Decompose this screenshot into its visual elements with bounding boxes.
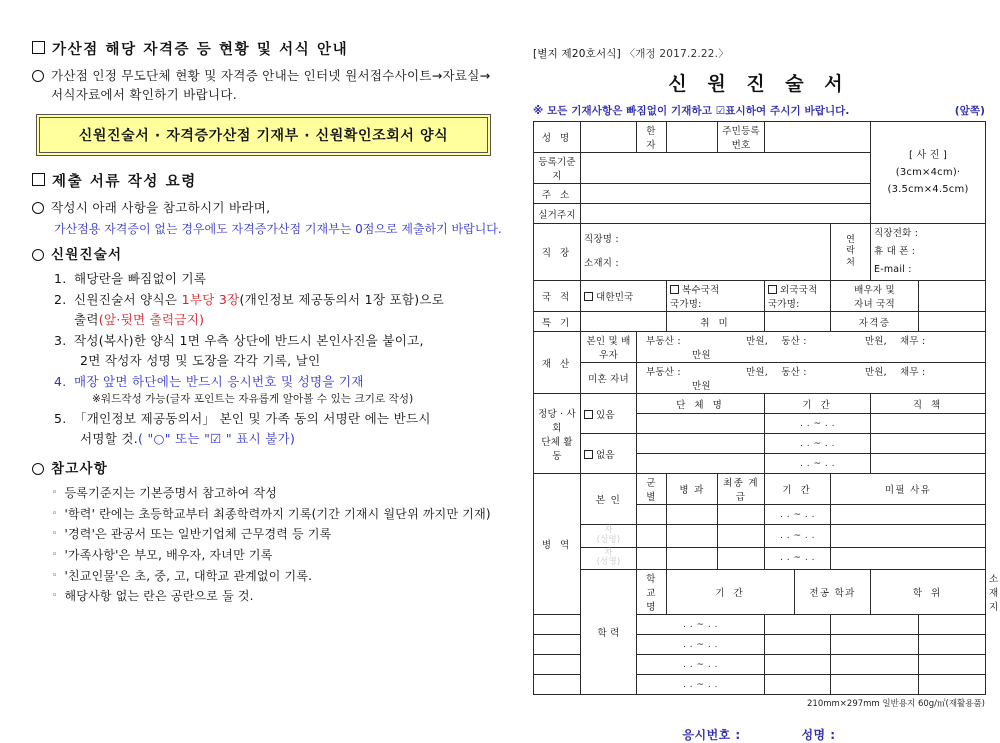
section1-bullet — [32, 66, 502, 105]
field-major-4[interactable] — [765, 675, 831, 695]
section3-heading-text: 참고사항 — [51, 460, 108, 477]
checkbox-icon[interactable] — [584, 450, 593, 459]
section2-subheading — [32, 245, 502, 266]
list-item-4-note: ※워드작성 가능(글자 포인트는 자유롭게 알아볼 수 있는 크기로 작성) — [92, 393, 414, 406]
label-phone-work: 직장전화 : — [874, 228, 919, 239]
field-workplace-details[interactable] — [581, 224, 831, 281]
small-circle-bullet-icon: ◦ — [52, 549, 58, 560]
field-position-3[interactable] — [871, 454, 986, 474]
form-footer — [533, 726, 985, 743]
field-position-2[interactable] — [871, 434, 986, 454]
reference-note-1 — [52, 483, 502, 504]
label-email: E-mail : — [874, 264, 912, 276]
field-reason-child1[interactable] — [831, 525, 986, 548]
label-child1-char: 자 — [604, 525, 613, 536]
label-nationality: 국 적 — [534, 281, 581, 312]
field-degree-2[interactable] — [831, 635, 919, 655]
table-row-military-child1 — [534, 525, 986, 548]
label-military-self: 본 인 — [581, 474, 637, 525]
list-item-4-text — [74, 372, 502, 408]
label-debt-1: 채무 : — [900, 336, 926, 348]
checkbox-nationality-foreign[interactable] — [765, 281, 831, 312]
field-reason-self[interactable] — [831, 505, 986, 525]
label-party-activity — [534, 394, 581, 474]
field-org-name-2[interactable] — [637, 434, 765, 454]
field-degree-4[interactable] — [831, 675, 919, 695]
field-address-value[interactable] — [581, 184, 871, 204]
label-spouse-child-nationality — [831, 281, 919, 312]
unit-realestate-1: 만원, — [746, 336, 768, 348]
list-item-2-number: 2. — [54, 292, 67, 308]
list-item-5-line2-blue: ( "○" 또는 "☑ " 표시 불가) — [138, 430, 296, 446]
unit-movable-1: 만원, — [864, 336, 887, 348]
list-item-5-number: 5. — [54, 410, 67, 426]
reference-note-4-text: '가족사항'은 부모, 배우자, 자녀만 기록 — [64, 547, 273, 562]
label-education: 학 력 — [581, 570, 637, 695]
table-row-nationality — [534, 281, 986, 312]
yellow-banner — [36, 114, 491, 156]
table-row-name — [534, 122, 986, 153]
label-party-none: 없음 — [596, 449, 615, 461]
list-item-3 — [54, 331, 502, 371]
field-property-self[interactable] — [637, 332, 986, 363]
list-item-3-text — [74, 331, 502, 371]
circle-bullet-icon — [32, 70, 44, 82]
label-party-line2: 단체 활동 — [541, 436, 573, 462]
label-address: 주 소 — [534, 184, 581, 204]
small-circle-bullet-icon: ◦ — [52, 570, 58, 581]
reference-note-2 — [52, 504, 502, 525]
field-school-3[interactable] — [534, 655, 581, 675]
column-header-period-military: 기 간 — [765, 474, 831, 505]
list-item-5-line1: 「개인정보 제공동의서」 본인 및 가족 동의 서명란 에는 반드시 — [74, 410, 431, 426]
small-circle-bullet-icon: ◦ — [52, 487, 58, 498]
unit-movable-2: 만원, — [864, 367, 887, 379]
field-org-name-1[interactable] — [637, 414, 765, 434]
field-type-child1[interactable] — [667, 525, 718, 548]
circle-bullet-icon — [32, 202, 44, 214]
form-number-line — [533, 46, 985, 61]
label-debt-2: 채무 : — [900, 367, 926, 379]
form-number: [별지 제20호서식] — [533, 48, 621, 60]
table-row-property-child — [534, 363, 986, 394]
reference-notes-list — [52, 483, 502, 607]
label-nat-multi: 복수국적 — [682, 285, 720, 297]
field-period-self[interactable]: . . ~ . . — [765, 505, 831, 525]
label-hanja: 한 자 — [637, 122, 667, 153]
list-item-2-line2-red: (앞·뒷면 출력금지) — [98, 312, 205, 328]
footer-exam-number-label: 응시번호 : — [682, 728, 741, 743]
small-circle-bullet-icon: ◦ — [52, 508, 58, 519]
column-header-school-name: 학 교 명 — [637, 570, 667, 615]
label-child2-char: 자 — [604, 547, 613, 558]
personal-statement-table — [533, 121, 1000, 695]
list-item-2-mid: (개인정보 제공동의서 1장 포함)으로 — [239, 292, 445, 308]
field-hobby-value[interactable] — [765, 312, 831, 332]
field-location-2[interactable] — [919, 635, 986, 655]
section3-heading — [32, 459, 502, 480]
label-contact-char1: 연 — [846, 235, 855, 246]
column-header-service-type: 병 과 — [667, 474, 718, 505]
footer-name-label: 성명 : — [801, 728, 836, 743]
field-period-party-2[interactable]: . . ~ . . — [765, 434, 871, 454]
section2-bullet1-blue-note: 가산점용 자격증이 없는 경우에도 자격증가산점 기재부는 0점으로 제출하기 바랍니다. — [54, 222, 502, 237]
circle-bullet-icon — [32, 249, 44, 261]
label-child1-name: (성명) — [596, 534, 621, 545]
reference-note-2-text: '학력' 란에는 초등학교부터 최종학력까지 기록(기간 기재시 월단위 까지만 기재) — [64, 506, 491, 521]
field-period-party-3[interactable]: . . ~ . . — [765, 454, 871, 474]
label-license: 자격증 — [831, 312, 919, 332]
field-rank-child2[interactable] — [718, 547, 765, 570]
reference-note-3 — [52, 524, 502, 545]
table-row-party-header — [534, 394, 986, 414]
circle-bullet-icon — [32, 463, 44, 475]
field-hanja-value[interactable] — [667, 122, 718, 153]
label-party-has: 있음 — [596, 409, 615, 421]
field-residence-value[interactable] — [581, 204, 871, 224]
section2-subheading-text: 신원진술서 — [51, 247, 123, 264]
checkbox-icon[interactable] — [768, 285, 777, 294]
right-form-column — [533, 46, 1000, 743]
table-row-property-self — [534, 332, 986, 363]
unit-debt-1: 만원 — [692, 350, 711, 362]
list-item-3-number: 3. — [54, 333, 67, 349]
list-item-2-pre: 신원진술서 양식은 — [74, 292, 182, 308]
field-degree-1[interactable] — [831, 615, 919, 635]
field-period-party-1[interactable]: . . ~ . . — [765, 414, 871, 434]
column-header-org-name: 단 체 명 — [637, 394, 765, 414]
label-registry: 등록기준지 — [534, 153, 581, 184]
list-item-4-number: 4. — [54, 374, 67, 390]
field-period-child1[interactable]: . . ~ . . — [765, 525, 831, 548]
label-military-child-1 — [581, 525, 637, 548]
small-circle-bullet-icon: ◦ — [52, 529, 58, 540]
label-self-spouse: 본인 및 배우자 — [581, 332, 637, 363]
section1-bullet-text: 가산점 인정 무도단체 현황 및 자격증 안내는 인터넷 원서접수사이트→자료실→서식자료에서 확인하기 바랍니다. — [51, 68, 491, 103]
checkbox-icon[interactable] — [584, 410, 593, 419]
list-item-2 — [54, 290, 502, 330]
label-workplace-location: 소재지 : — [584, 258, 619, 270]
list-item-2-line2-pre: 출력 — [74, 312, 99, 328]
checkbox-icon[interactable] — [584, 292, 593, 301]
field-type-self[interactable] — [667, 505, 718, 525]
table-row-military-child2 — [534, 547, 986, 570]
label-rrn: 주민등록번호 — [718, 122, 765, 153]
field-rrn-value[interactable] — [765, 122, 871, 153]
label-contact-vertical — [831, 224, 871, 281]
table-row-party-none — [534, 434, 986, 454]
list-item-1 — [54, 269, 502, 289]
form-notice-text: ※ 모든 기재사항은 빠짐없이 기재하고 ☑표시하여 주시기 바랍니다. — [533, 105, 850, 117]
label-realestate-1: 부동산 : — [646, 336, 681, 348]
label-realestate-2: 부동산 : — [646, 367, 681, 379]
form-revision: 〈개정 2017.2.22.〉 — [624, 48, 729, 60]
column-header-final-rank: 최종 계급 — [718, 474, 765, 505]
field-school-2[interactable] — [534, 635, 581, 655]
square-bullet-icon — [32, 173, 45, 186]
label-child2-name: (성명) — [596, 557, 621, 568]
column-header-exempt-reason: 미필 사유 — [831, 474, 986, 505]
field-property-child[interactable] — [637, 363, 986, 394]
reference-note-6 — [52, 586, 502, 607]
checkbox-nationality-multi[interactable] — [667, 281, 765, 312]
square-bullet-icon — [32, 41, 45, 54]
column-header-position: 직 책 — [871, 394, 986, 414]
list-item-3-line1: 작성(복사)한 양식 1면 우측 상단에 반드시 본인사진을 붙이고, — [74, 333, 424, 349]
label-specialty: 특 기 — [534, 312, 581, 332]
field-org-name-3[interactable] — [637, 454, 765, 474]
unit-debt-2: 만원 — [692, 381, 711, 393]
section-heading-submission — [32, 170, 502, 191]
section1-heading-text: 가산점 해당 자격증 등 현황 및 서식 안내 — [52, 42, 349, 58]
section2-heading-text: 제출 서류 작성 요령 — [52, 173, 197, 190]
checkbox-party-none[interactable] — [581, 434, 637, 474]
field-registry-value[interactable] — [581, 153, 871, 184]
photo-title: [ 사 진 ] — [908, 150, 948, 161]
field-period-education-1[interactable]: . . ~ . . — [637, 615, 765, 635]
section2-bullet1 — [32, 198, 502, 217]
list-item-5-text — [74, 409, 502, 449]
label-name: 성 명 — [534, 122, 581, 153]
label-nat-korea: 대한민국 — [596, 292, 634, 304]
field-rank-child1[interactable] — [718, 525, 765, 548]
table-row-military-header — [534, 474, 986, 505]
label-hobby: 취 미 — [667, 312, 765, 332]
list-item-2-text — [74, 290, 502, 330]
label-movable-2: 동산 : — [781, 367, 807, 379]
list-item-5-line2-black: 서명할 것. — [80, 430, 139, 446]
list-item-4-blue: 매장 앞면 하단에는 반드시 응시번호 및 성명을 기재 — [74, 374, 364, 390]
field-period-education-2[interactable]: . . ~ . . — [637, 635, 765, 655]
column-header-period-education: 기 간 — [667, 570, 795, 615]
checkbox-party-has[interactable] — [581, 394, 637, 434]
left-instructions-column — [32, 38, 502, 607]
field-location-3[interactable] — [919, 655, 986, 675]
field-location-4[interactable] — [919, 675, 986, 695]
label-movable-1: 동산 : — [781, 336, 807, 348]
paper-specification-note: 210mm×297mm 일반용지 60g/㎡(재활용품) — [807, 699, 985, 710]
field-degree-3[interactable] — [831, 655, 919, 675]
section-heading-qualification — [32, 38, 502, 59]
label-residence: 실거주지 — [534, 204, 581, 224]
label-country-name-foreign: 국가명: — [768, 299, 800, 311]
list-item-5 — [54, 409, 502, 449]
label-unmarried-child: 미혼 자녀 — [581, 363, 637, 394]
label-spouse-child-nat-line1: 배우자 및 — [854, 285, 895, 297]
label-nat-foreign: 외국국적 — [780, 285, 818, 297]
reference-note-1-text: 등록기준지는 기본증명서 참고하여 작성 — [64, 485, 278, 500]
field-school-4[interactable] — [534, 675, 581, 695]
section2-bullet1-text: 작성시 아래 사항을 참고하시기 바라며, — [51, 199, 271, 215]
field-branch-child1[interactable] — [637, 525, 667, 548]
field-school-1[interactable] — [534, 615, 581, 635]
field-position-1[interactable] — [871, 414, 986, 434]
field-period-education-4[interactable]: . . ~ . . — [637, 675, 765, 695]
label-workplace: 직 장 — [534, 224, 581, 281]
reference-note-6-text: 해당사항 없는 란은 공란으로 둘 것. — [64, 589, 254, 604]
label-military-child-2 — [581, 547, 637, 570]
label-property: 재 산 — [534, 332, 581, 394]
label-workplace-name: 직장명 : — [584, 234, 619, 246]
submission-numbered-list — [54, 269, 502, 449]
label-party-line1: 정당 · 사회 — [538, 408, 576, 434]
yellow-banner-text: 신원진술서 · 자격증가산점 기재부 · 신원확인조회서 양식 — [39, 117, 488, 153]
photo-size-1: (3cm×4cm)· — [895, 167, 961, 178]
field-type-child2[interactable] — [667, 547, 718, 570]
field-specialty-value[interactable] — [581, 312, 667, 332]
label-military: 병 역 — [534, 474, 581, 615]
field-name-value[interactable] — [581, 122, 637, 153]
checkbox-icon[interactable] — [670, 285, 679, 294]
field-location-1[interactable] — [919, 615, 986, 635]
reference-note-5 — [52, 566, 502, 587]
form-side-label: (앞쪽) — [954, 105, 985, 117]
list-item-4 — [54, 372, 502, 408]
form-title: 신 원 진 술 서 — [668, 73, 850, 95]
label-contact-char2: 락 — [846, 246, 855, 257]
label-phone-mobile: 휴 대 폰 : — [874, 246, 916, 258]
column-header-degree: 학 위 — [871, 570, 986, 615]
reference-note-5-text: '친교인물'은 초, 중, 고, 대학교 관계없이 기록. — [64, 568, 313, 583]
field-major-1[interactable] — [765, 615, 831, 635]
field-rank-self[interactable] — [718, 505, 765, 525]
field-spouse-child-nationality[interactable] — [919, 281, 986, 312]
checkbox-nationality-korea[interactable] — [581, 281, 667, 312]
list-item-1-number: 1. — [54, 271, 67, 287]
label-spouse-child-nat-line2: 자녀 국적 — [854, 299, 895, 311]
small-circle-bullet-icon: ◦ — [52, 591, 58, 602]
list-item-3-line2: 2면 작성자 성명 및 도장을 각각 기록, 날인 — [80, 353, 321, 369]
field-period-education-3[interactable]: . . ~ . . — [637, 655, 765, 675]
field-branch-child2[interactable] — [637, 547, 667, 570]
field-major-3[interactable] — [765, 655, 831, 675]
column-header-major: 전공 학과 — [795, 570, 871, 615]
photo-size-2: (3.5cm×4.5cm) — [887, 184, 969, 195]
field-reason-child2[interactable] — [831, 547, 986, 570]
list-item-1-text: 해당란을 빠짐없이 기록 — [74, 271, 207, 287]
field-major-2[interactable] — [765, 635, 831, 655]
form-notice-row — [533, 103, 985, 118]
field-contact-details[interactable] — [871, 224, 986, 281]
list-item-2-red: 1부당 3장 — [181, 292, 240, 308]
field-period-child2[interactable]: . . ~ . . — [765, 547, 831, 570]
reference-note-4 — [52, 545, 502, 566]
label-country-name-multi: 국가명: — [670, 299, 702, 311]
column-header-service-branch: 군 별 — [637, 474, 667, 505]
table-row-education-header: 학 력 학 교 명 기 간 전공 학과 학 위 소 재 지 — [534, 570, 986, 615]
photo-box — [871, 122, 986, 224]
label-contact-char3: 처 — [846, 257, 855, 268]
column-header-period-party: 기 간 — [765, 394, 871, 414]
reference-note-3-text: '경력'은 관공서 또는 일반기업체 근무경력 등 기록 — [64, 527, 332, 542]
table-row-specialty — [534, 312, 986, 332]
field-branch-self[interactable] — [637, 505, 667, 525]
field-license-value[interactable] — [919, 312, 986, 332]
unit-realestate-2: 만원, — [746, 367, 768, 379]
